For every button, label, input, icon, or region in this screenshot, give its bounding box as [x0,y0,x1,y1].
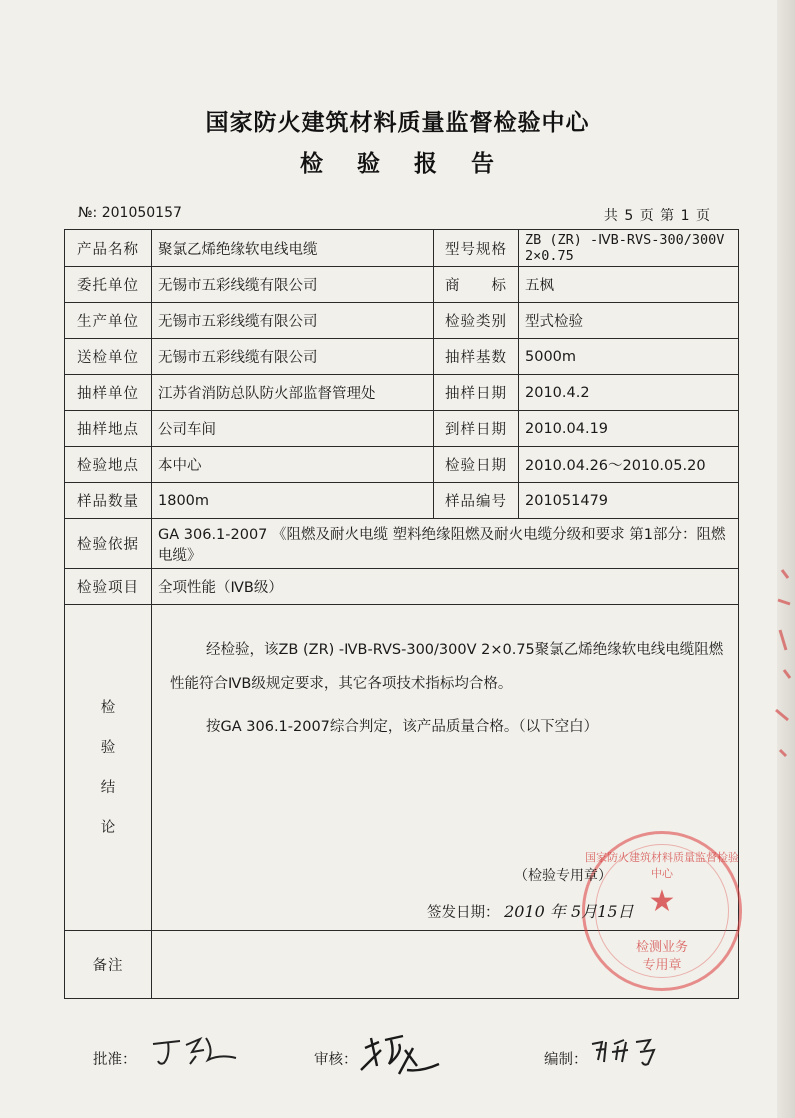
sample-base: 5000m [519,339,739,375]
sample-place: 公司车间 [152,411,434,447]
sampler-label: 抽样单位 [65,375,152,411]
approver-label: 批准： [93,1052,137,1068]
model-label: 型号规格 [434,230,519,267]
reviewer-label: 审核： [314,1052,358,1068]
sign-date-label: 签发日期： [427,905,500,921]
sample-place-label: 抽样地点 [65,411,152,447]
author-signature-image [588,1030,668,1070]
sampler: 江苏省消防总队防火部监督管理处 [152,375,434,411]
page-count: 共 5 页 第 1 页 [603,208,711,224]
manufacturer-label: 生产单位 [65,303,152,339]
approver-signature-image [150,1030,240,1070]
table-row [65,519,739,569]
product-name-label: 产品名称 [65,230,152,267]
conclusion-label-char: 论 [100,819,116,836]
conclusion-paragraph-2: 按GA 306.1-2007综合判定，该产品质量合格。（以下空白） [206,719,599,735]
test-type-label: 检验类别 [434,303,519,339]
sign-date-value: 2010 年 5月15日 [504,902,634,921]
trademark: 五枫 [519,267,739,303]
sample-base-label: 抽样基数 [434,339,519,375]
product-name: 聚氯乙烯绝缘软电线电缆 [152,230,434,267]
stamp-label: （检验专用章） [514,868,612,884]
basis-label: 检验依据 [65,519,152,569]
conclusion-body [152,605,739,973]
org-title: 国家防火建筑材料质量监督检验中心 [205,110,590,136]
remarks-label: 备注 [65,931,152,999]
model-line1: ZB (ZR) -ⅣB-RVS-300/300V [525,232,725,248]
items-label: 检验项目 [65,569,152,605]
table-row [65,230,739,267]
stamp-edge-mark [768,560,794,820]
reviewer-signature [355,1030,445,1076]
arrival-date: 2010.04.19 [519,411,739,447]
sign-date [427,899,634,922]
basis: GA 306.1-2007 《阻燃及耐火电缆 塑料绝缘阻燃及耐火电缆分级和要求 第1部分：阻燃电缆》 [152,519,739,569]
table-row [65,483,739,519]
manufacturer: 无锡市五彩线缆有限公司 [152,303,434,339]
stamp-star-icon: ★ [648,884,676,919]
stamp-line-2: 专用章 [642,958,682,973]
client-label: 委托单位 [65,267,152,303]
sender-label: 送检单位 [65,339,152,375]
client: 无锡市五彩线缆有限公司 [152,267,434,303]
test-date: 2010.04.26～2010.05.20 [519,447,739,483]
table-row [65,569,739,605]
reviewer-signature-image [355,1030,445,1076]
sample-no: 201051479 [519,483,739,519]
conclusion-paragraph-1: 经检验，该ZB (ZR) -ⅣB-RVS-300/300V 2×0.75聚氯乙烯绝缘软电线电缆阻燃性能符合ⅣB级规定要求，其它各项技术指标均合格。 [170,642,724,692]
report-number: №: 201050157 [78,205,182,221]
stamp-top-text: 国家防火建筑材料质量监督检验中心 [585,851,739,880]
sample-date: 2010.4.2 [519,375,739,411]
conclusion-label-char: 结 [100,779,116,796]
table-row [65,375,739,411]
model-line2: 2×0.75 [525,248,574,264]
test-date-label: 检验日期 [434,447,519,483]
test-place-label: 检验地点 [65,447,152,483]
table-row [65,339,739,375]
quantity-label: 样品数量 [65,483,152,519]
table-row [65,411,739,447]
test-type: 型式检验 [519,303,739,339]
quantity: 1800m [152,483,434,519]
table-row [65,303,739,339]
stamp-line-1: 检测业务 [635,940,688,955]
items: 全项性能（ⅣB级） [152,569,739,605]
test-place: 本中心 [152,447,434,483]
author-label: 编制： [544,1052,588,1068]
model-value [519,230,739,267]
approver-signature [150,1030,240,1070]
sample-no-label: 样品编号 [434,483,519,519]
conclusion-label [65,605,152,931]
conclusion-label-char: 检 [100,699,116,716]
sender: 无锡市五彩线缆有限公司 [152,339,434,375]
table-row [65,267,739,303]
report-title: 检 验 报 告 [299,151,508,177]
sample-date-label: 抽样日期 [434,375,519,411]
report-table [64,229,739,999]
conclusion-row [65,605,739,931]
author-signature [588,1030,668,1070]
conclusion-label-char: 验 [100,739,116,756]
trademark-label: 商 标 [434,267,519,303]
table-row [65,447,739,483]
arrival-date-label: 到样日期 [434,411,519,447]
